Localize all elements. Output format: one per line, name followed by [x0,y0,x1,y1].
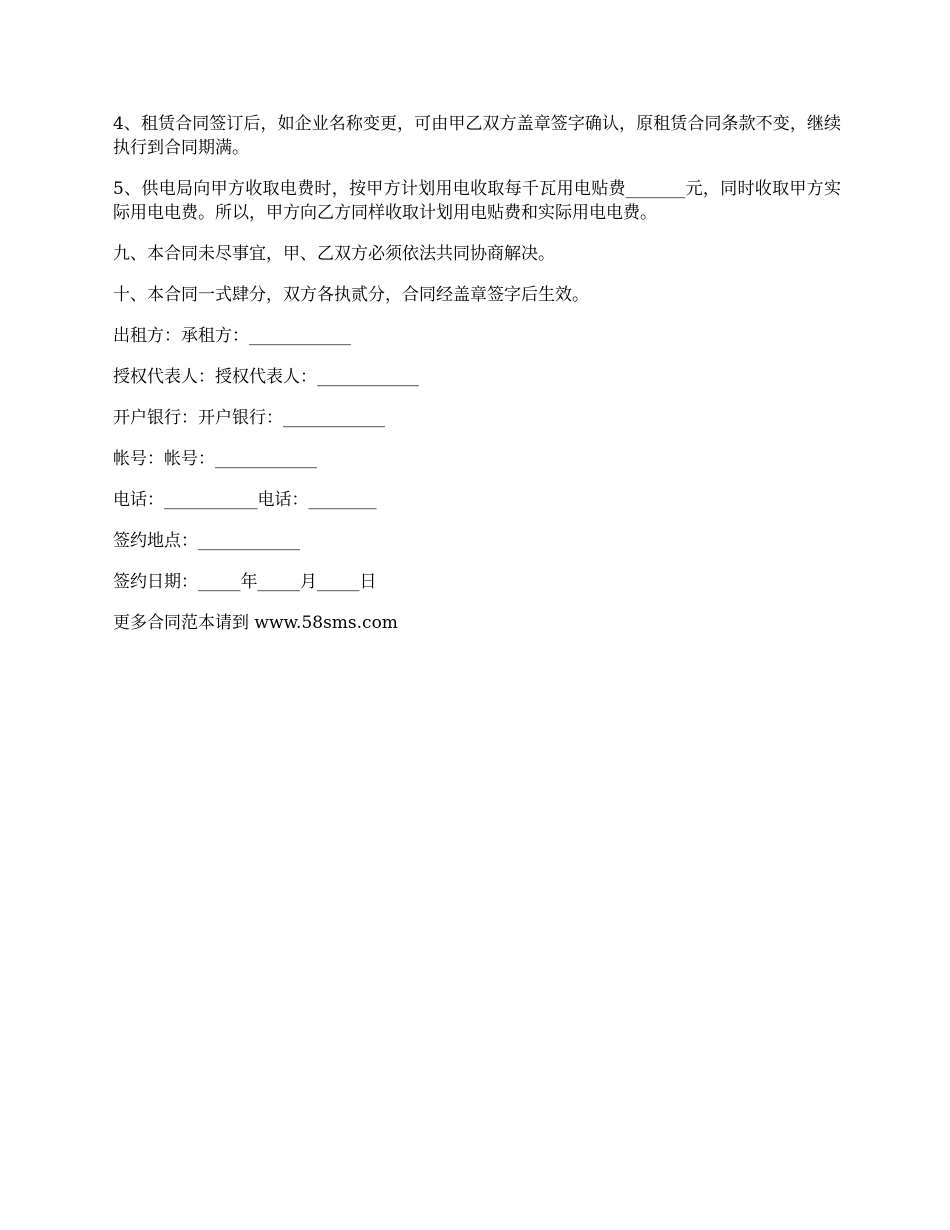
lessor-lessee-line: 出租方：承租方：____________ [113,326,351,346]
signing-place-line: 签约地点：____________ [113,531,300,551]
more-templates-footer: 更多合同范本请到 www.58sms.com [113,613,398,633]
signing-date-line: 签约日期：_____年_____月_____日 [113,572,377,592]
phone-line: 电话：___________电话：________ [113,490,377,510]
clause-5-paragraph: 5、供电局向甲方收取电费时，按甲方计划用电收取每千瓦用电贴费_______元，同时收取甲方实际用电电费。所以，甲方向乙方同样收取计划用电贴费和实际用电电费。 [113,179,841,223]
authorized-representative-line: 授权代表人：授权代表人：____________ [113,367,419,387]
clause-4-paragraph: 4、租赁合同签订后，如企业名称变更，可由甲乙双方盖章签字确认，原租赁合同条款不变，继续执行到合同期满。 [113,114,841,158]
clause-9-paragraph: 九、本合同未尽事宜，甲、乙双方必须依法共同协商解决。 [113,244,555,264]
account-number-line: 帐号：帐号：____________ [113,449,317,469]
bank-line: 开户银行：开户银行：____________ [113,408,385,428]
document-page [113,112,841,652]
clause-10-paragraph: 十、本合同一式肆分，双方各执贰分，合同经盖章签字后生效。 [113,285,589,305]
